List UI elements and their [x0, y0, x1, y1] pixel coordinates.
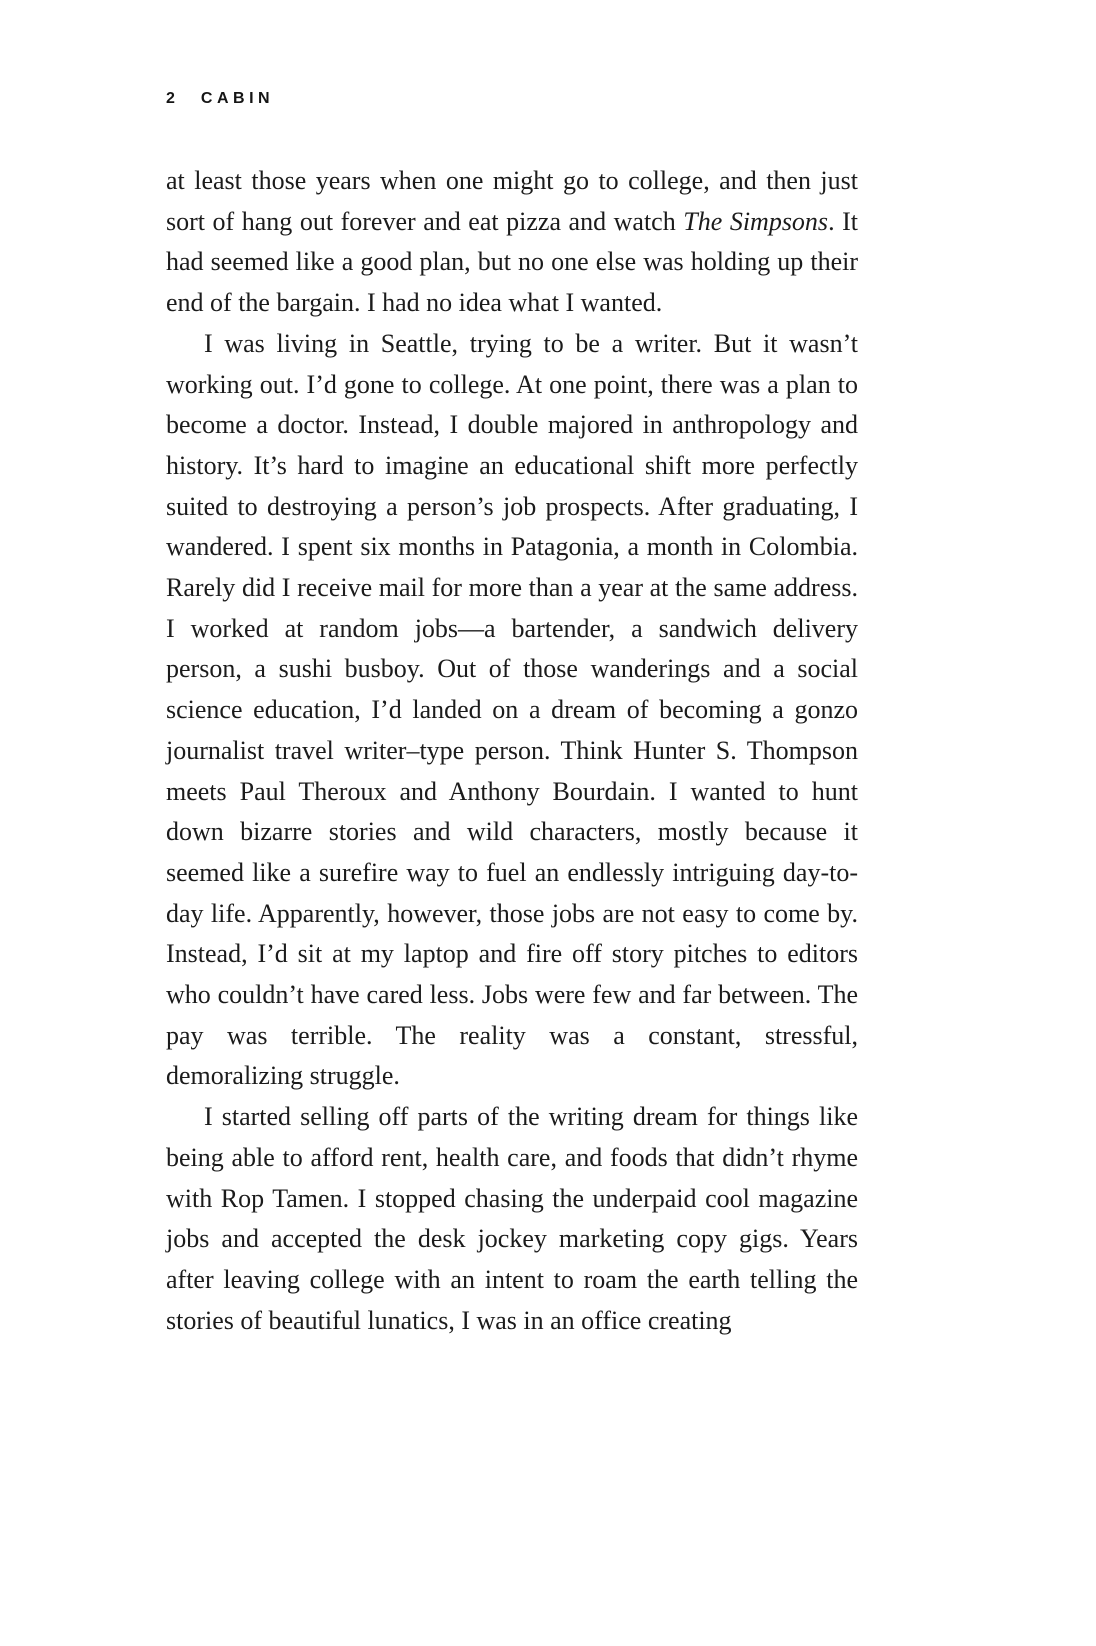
paragraph: [166, 1097, 858, 1341]
body-text: [166, 161, 858, 1341]
paragraph-text: I was living in Seattle, trying to be a writer. But it wasn’t working out. I’d gone to college. At one point, there was a plan to become a doctor. Instead, I double majored in anthropology and history. It’s hard to imagine an educational shift more perfectly suited to destroying a person’s job prospects. After graduating, I wandered. I spent six months in Patagonia, a month in Colombia. Rarely did I receive mail for more than a year at the same address. I worked at random jobs—a bartender, a sandwich delivery person, a sushi busboy. Out of those wanderings and a social science education, I’d landed on a dream of becoming a gonzo journalist travel writer–type person. Think Hunter S. Thompson meets Paul Theroux and Anthony Bourdain. I wanted to hunt down bizarre stories and wild characters, mostly because it seemed like a surefire way to fuel an endlessly intriguing day-to-day life. Apparently, however, those jobs are not easy to come by. Instead, I’d sit at my laptop and fire off story pitches to editors who couldn’t have cared less. Jobs were few and far between. The pay was terrible. The reality was a constant, stressful, demoralizing struggle.: [166, 328, 858, 1091]
paragraph-text: I started selling off parts of the writing dream for things like being able to afford rent, health care, and foods that didn’t rhyme with Rop Tamen. I stopped chasing the underpaid cool magazine jobs and accepted the desk jockey marketing copy gigs. Years after leaving college with an intent to roam the earth telling the stories of beautiful lunatics, I was in an office creating: [166, 1102, 858, 1335]
italic-book-reference: The Simpsons: [683, 206, 829, 236]
paragraph: [166, 324, 858, 1097]
paragraph-text: . It had seemed like a good plan, but no one else was holding up their end of the bargain. I had no idea what I wanted.: [166, 206, 858, 318]
paragraph: [166, 161, 858, 324]
page-number: 2: [166, 90, 175, 107]
paragraph-text: at least those years when one might go to college, and then just sort of hang out forever and eat pizza and watch: [166, 166, 858, 236]
running-head-title: CABIN: [200, 90, 275, 107]
running-header: [166, 90, 274, 108]
